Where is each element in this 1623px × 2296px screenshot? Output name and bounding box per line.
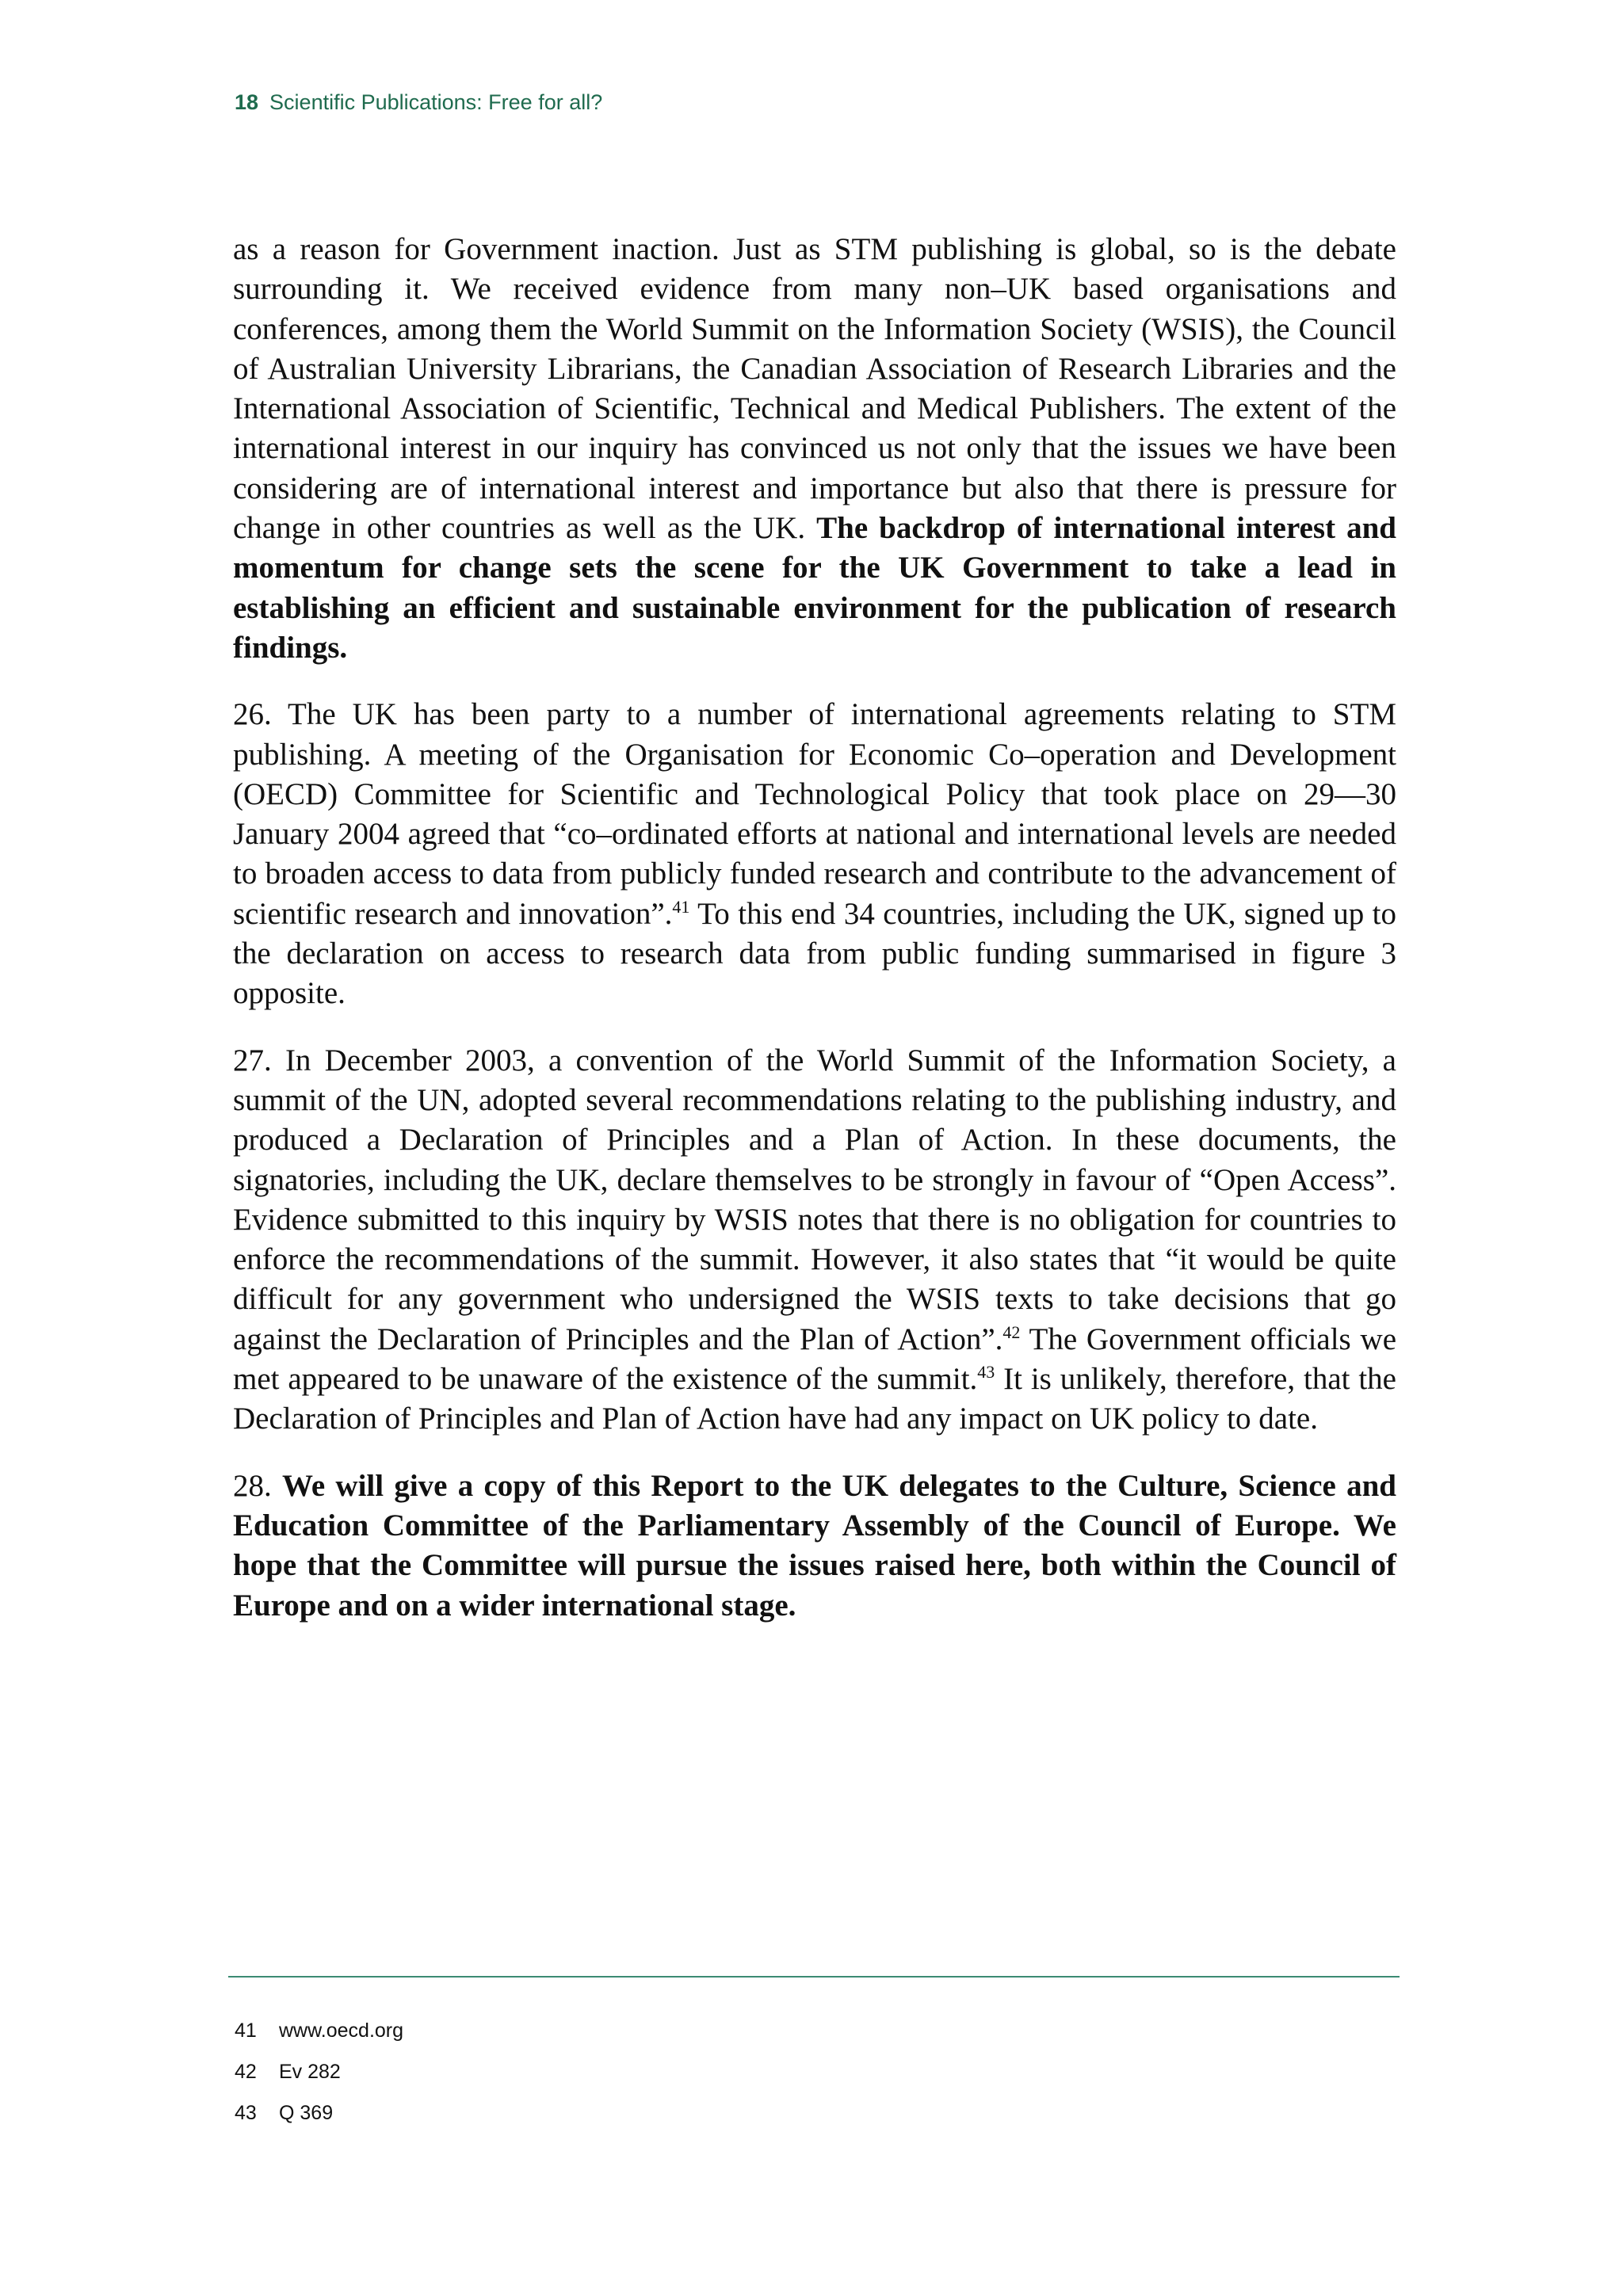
footnote-ref-41[interactable]: 41 [672,896,690,917]
footnote-number: 42 [235,2061,257,2083]
footnotes [235,2019,403,2142]
document-title: Scientific Publications: Free for all? [269,90,603,114]
footnote-number: 41 [235,2019,257,2042]
paragraph-text: To this end 34 countries, including the UK, signed up to the declaration on access to research data from public funding summarised in figure 3 opposite. [233,896,1396,1011]
recommendation-bold-text: We will give a copy of this Report to the UK delegates to the Culture, Science and Education Committee of the Parliamentary Assembly of the Council of Europe. We hope that the Committee will pursue the issues raised here, both within the Council of Europe and on a wider international stage. [233,1468,1396,1623]
footnote-text: Ev 282 [279,2061,341,2083]
footnote-divider [228,1976,1400,1978]
footnote-ref-43[interactable]: 43 [977,1362,995,1383]
conclusion-bold-text: The backdrop of international interest and momentum for change sets the scene for the UK Government to take a lead in establishing an efficient and sustainable environment for the publication of research findings. [233,511,1396,665]
paragraph-text: as a reason for Government inaction. Just as STM publishing is global, so is the debate surrounding it. We received evidence from many non–UK based organisations and conferences, among them the World Summit on the Information Society (WSIS), the Council of Australian University Librarians, the Canadian Association of Research Libraries and the International Association of Scientific, Technical and Medical Publishers. The extent of the international interest in our inquiry has convinced us not only that the issues we have been considering are of international interest and importance but also that there is pressure for change in other countries as well as the UK. [233,232,1396,546]
running-header [235,90,602,115]
footnote-43 [235,2101,403,2142]
footnote-ref-42[interactable]: 42 [1002,1322,1021,1342]
footnote-number: 43 [235,2102,257,2124]
paragraph-28 [233,1466,1396,1626]
paragraph-number: 28. [233,1468,282,1503]
paragraph-text: The Government officials we met appeared to be unaware of the existence of the summit. [233,1322,1396,1397]
footnote-text: Q 369 [279,2102,334,2124]
paragraph-text: 27. In December 2003, a convention of the World Summit of the Information Society, a summit of the UN, adopted several recommendations relating to the publishing industry, and produced a Declaration of Principles and a Plan of Action. In these documents, the signatories, including the UK, declare themselves to be strongly in favour of “Open Access”. Evidence submitted to this inquiry by WSIS notes that there is no obligation for countries to enforce the recommendations of the summit. However, it also states that “it would be quite difficult for any government who undersigned the WSIS texts to take decisions that go against the Declaration of Principles and the Plan of Action”. [233,1043,1396,1356]
footnote-link[interactable]: www.oecd.org [279,2019,404,2042]
paragraph-27 [233,1041,1396,1440]
paragraph-26 [233,695,1396,1013]
page-number: 18 [235,90,259,114]
paragraph-text: 26. The UK has been party to a number of international agreements relating to STM publishing. A meeting of the Organisation for Economic Co–operation and Development (OECD) Committee for Scientific and Technological Policy that took place on 29—30 January 2004 agreed that “co–ordinated efforts at national and international levels are needed to broaden access to data from publicly funded research and contribute to the advancement of scientific research and innovation”. [233,697,1396,931]
footnote-42 [235,2060,403,2101]
report-body [233,230,1396,1653]
paragraph-continuation [233,230,1396,668]
paragraph-text: It is unlikely, therefore, that the Declaration of Principles and Plan of Action have had any impact on UK policy to date. [233,1362,1396,1436]
footnote-41 [235,2019,403,2060]
